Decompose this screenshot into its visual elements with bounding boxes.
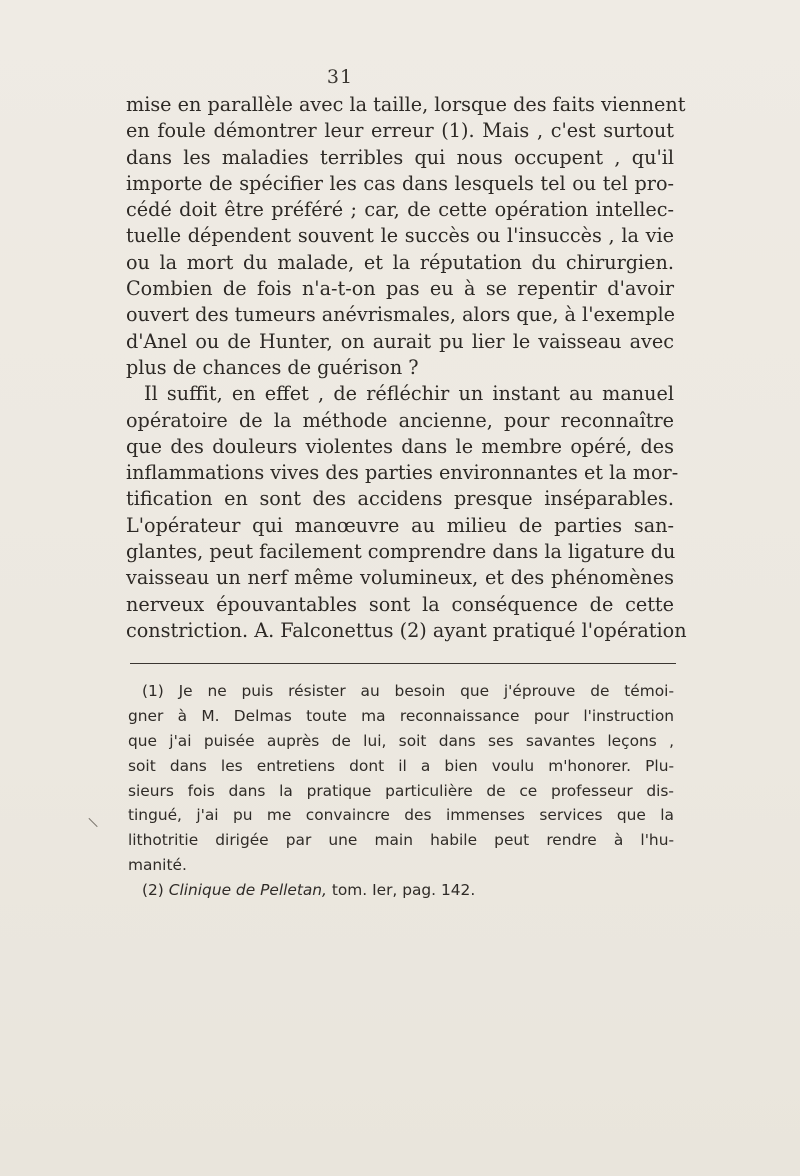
text-line: opératoire de la méthode ancienne, pour reconnaître: [126, 408, 674, 432]
footnote-2-title: Clinique de Pelletan,: [168, 881, 327, 900]
text-line: constriction. A. Falconettus (2) ayant pratiqué l'opération: [126, 618, 687, 642]
text-line: en foule démontrer leur erreur (1). Mais , c'est surtout: [126, 119, 674, 143]
footnote-line: tingué, j'ai pu me convaincre des immenses services que la: [128, 806, 674, 825]
footnote-line: lithotritie dirigée par une main habile peut rendre à l'hu-: [128, 831, 674, 850]
footnote-divider: [130, 663, 676, 664]
text-line: nerveux épouvantables sont la conséquence de cette: [126, 592, 674, 616]
footnote-2-reference: tom. Ier, pag. 142.: [331, 881, 476, 900]
text-line: ou la mort du malade, et la réputation du chirurgien.: [126, 250, 674, 274]
text-line: tification en sont des accidens presque inséparables.: [126, 487, 674, 511]
text-line: Il suffit, en effet , de réfléchir un instant au manuel: [144, 382, 674, 406]
text-line: que des douleurs violentes dans le membre opéré, des: [126, 434, 674, 458]
text-line: ouvert des tumeurs anévrismales, alors que, à l'exemple: [126, 303, 675, 327]
page-number: 31: [326, 66, 354, 88]
footnotes: [128, 679, 674, 903]
text-line: cédé doit être préféré ; car, de cette opération intellec-: [126, 198, 674, 222]
text-line: Combien de fois n'a-t-on pas eu à se repentir d'avoir: [126, 277, 674, 301]
text-line: L'opérateur qui manœuvre au milieu de parties san-: [126, 513, 674, 537]
text-line: dans les maladies terribles qui nous occupent , qu'il: [126, 145, 674, 169]
text-line: plus de chances de guérison ?: [126, 355, 419, 379]
footnote-line: que j'ai puisée auprès de lui, soit dans ses savantes leçons ,: [128, 731, 674, 750]
footnote-line: soit dans les entretiens dont il a bien voulu m'honorer. Plu-: [128, 756, 674, 775]
text-line: mise en parallèle avec la taille, lorsque des faits viennent: [126, 93, 686, 116]
main-text: [126, 92, 687, 644]
footnote-line: sieurs fois dans la pratique particulière de ce professeur dis-: [128, 781, 674, 800]
footnote-2-marker: (2): [142, 881, 164, 900]
footnote-line: manité.: [128, 856, 187, 875]
text-line: tuelle dépendent souvent le succès ou l'insuccès , la vie: [126, 224, 674, 248]
text-line: vaisseau un nerf même volumineux, et des phénomènes: [126, 566, 674, 590]
text-line: glantes, peut facilement comprendre dans la ligature du: [126, 540, 676, 564]
footnote-line: (1) Je ne puis résister au besoin que j'éprouve de témoi-: [142, 682, 674, 700]
text-line: d'Anel ou de Hunter, on aurait pu lier le vaisseau avec: [126, 329, 674, 353]
text-line: importe de spécifier les cas dans lesquels tel ou tel pro-: [126, 171, 674, 195]
footnote-2: [128, 878, 674, 903]
footnote-line: gner à M. Delmas toute ma reconnaissance pour l'instruction: [128, 706, 674, 725]
margin-mark: [88, 818, 97, 827]
text-line: inflammations vives des parties environnantes et la mor-: [126, 461, 679, 485]
